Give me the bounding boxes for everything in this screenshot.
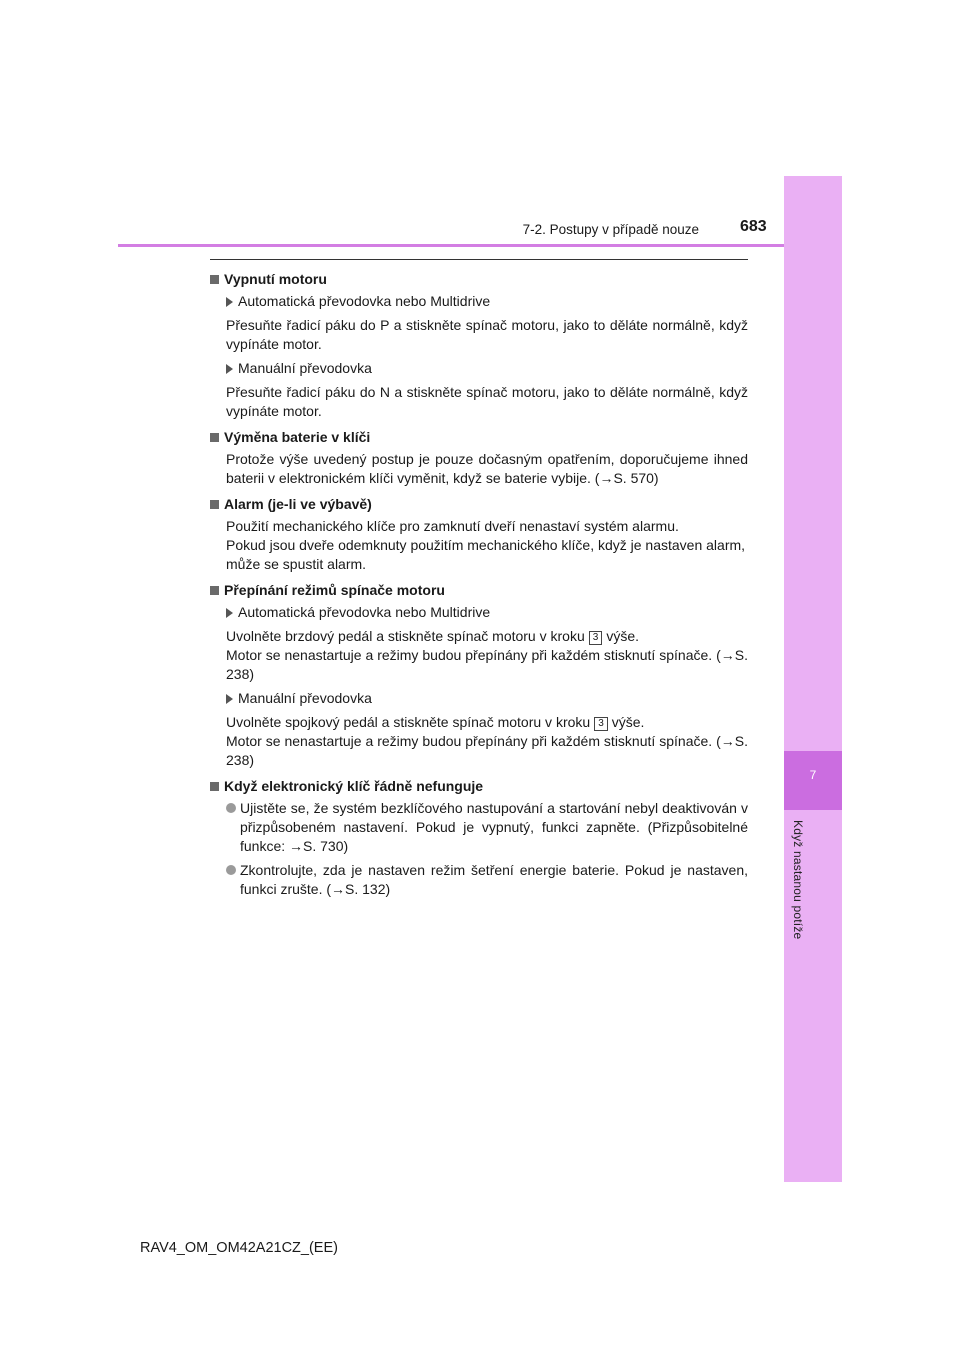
paragraph: Protože výše uvedený postup je pouze dočasným opatřením, doporučujeme ihned baterii v elektronickém klíči vyměnit, když se baterie vybije. (→S. 570)	[226, 451, 748, 486]
header-divider	[118, 244, 784, 247]
chapter-number: 7	[809, 768, 817, 782]
section-key-battery	[210, 428, 748, 488]
section-heading: Když elektronický klíč řádně nefunguje	[210, 777, 748, 796]
document-code: RAV4_OM_OM42A21CZ_(EE)	[140, 1240, 338, 1256]
step-number-box: 3	[589, 631, 603, 645]
list-item: Zkontrolujte, zda je nastaven režim šetření energie baterie. Pokud je nastaven, funkci zrušte. (→S. 132)	[226, 861, 748, 899]
round-bullet-icon	[226, 865, 236, 875]
triangle-icon	[226, 297, 233, 307]
paragraph: Pokud jsou dveře odemknuty použitím mechanického klíče, když je nastaven alarm, může se spustit alarm.	[226, 537, 746, 572]
subheading: Automatická převodovka nebo Multidrive	[226, 292, 748, 311]
section-alarm	[210, 495, 748, 574]
subheading: Manuální převodovka	[226, 689, 748, 708]
subheading: Automatická převodovka nebo Multidrive	[226, 603, 748, 622]
paragraph: Motor se nenastartuje a režimy budou přepínány při každém stisknutí spínače. (→S. 238)	[226, 647, 748, 682]
round-bullet-icon	[226, 803, 236, 813]
chapter-title: Když nastanou potíže	[791, 820, 805, 940]
paragraph: Přesuňte řadicí páku do N a stiskněte spínač motoru, jako to děláte normálně, když vypínáte motor.	[226, 384, 748, 419]
paragraph: Použití mechanického klíče pro zamknutí dveří nenastaví systém alarmu.	[226, 518, 679, 534]
square-bullet-icon	[210, 433, 219, 442]
section-heading: Vypnutí motoru	[210, 270, 748, 289]
list-item: Ujistěte se, že systém bezklíčového nastupování a startování nebyl deaktivován v přizpůsobeném nastavení. Pokud je vypnutý, funkci zapněte. (Přizpůsobitelné funkce: →S. 730)	[226, 799, 748, 856]
square-bullet-icon	[210, 782, 219, 791]
paragraph: Uvolněte brzdový pedál a stiskněte spínač motoru v kroku 3 výše.	[226, 628, 639, 644]
section-mode-switch	[210, 581, 748, 770]
triangle-icon	[226, 364, 233, 374]
subheading: Manuální převodovka	[226, 359, 748, 378]
step-number-box: 3	[594, 717, 608, 731]
section-heading: Přepínání režimů spínače motoru	[210, 581, 748, 600]
page-content	[210, 270, 748, 906]
section-heading: Výměna baterie v klíči	[210, 428, 748, 447]
triangle-icon	[226, 694, 233, 704]
paragraph: Uvolněte spojkový pedál a stiskněte spínač motoru v kroku 3 výše.	[226, 714, 645, 730]
square-bullet-icon	[210, 275, 219, 284]
chapter-sidebar	[784, 176, 842, 1182]
square-bullet-icon	[210, 586, 219, 595]
header-section-title: 7-2. Postupy v případě nouze	[522, 222, 699, 237]
section-engine-off	[210, 270, 748, 421]
triangle-icon	[226, 608, 233, 618]
page-number: 683	[740, 218, 767, 235]
paragraph: Přesuňte řadicí páku do P a stiskněte spínač motoru, jako to děláte normálně, když vypínáte motor.	[226, 317, 748, 352]
section-heading: Alarm (je-li ve výbavě)	[210, 495, 748, 514]
paragraph: Motor se nenastartuje a režimy budou přepínány při každém stisknutí spínače. (→S. 238)	[226, 733, 748, 768]
content-rule	[210, 259, 748, 260]
square-bullet-icon	[210, 500, 219, 509]
section-key-malfunction	[210, 777, 748, 899]
